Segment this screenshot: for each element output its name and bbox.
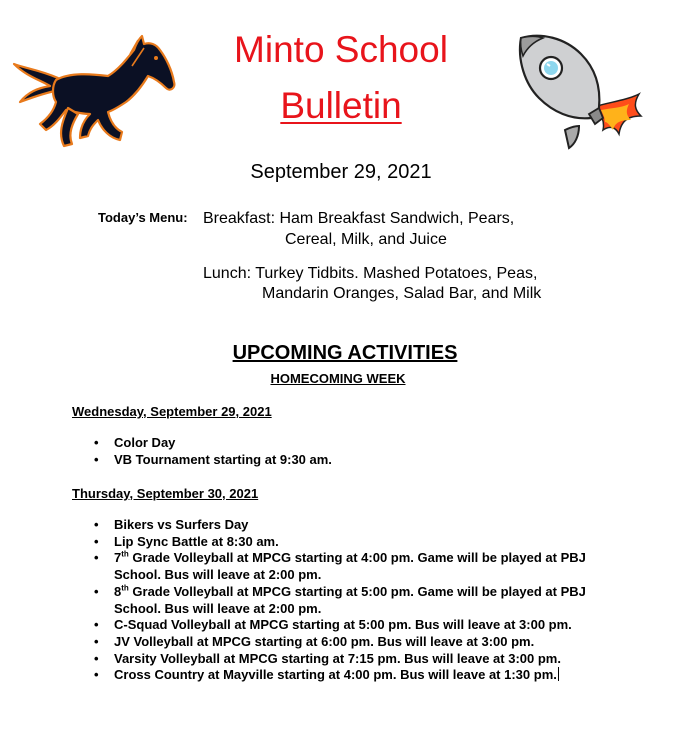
item-text: Grade Volleyball at MPCG starting at 4:00 pm. Game will be played at PBJ School. Bus will leave at 2:00 pm. xyxy=(114,550,586,583)
list-item: • Color Day xyxy=(96,435,626,452)
subtitle-text: Bulletin xyxy=(280,85,402,126)
item-text: Grade Volleyball at MPCG starting at 5:00 pm. Game will be played at PBJ School. Bus will leave at 2:00 pm. xyxy=(114,583,586,616)
bulletin-date: September 29, 2021 xyxy=(250,161,432,183)
grade-ordinal: 7 xyxy=(114,550,122,566)
page-title: Minto School xyxy=(234,29,448,70)
list-item: • JV Volleyball at MPCG starting at 6:00 pm. Bus will leave at 3:00 pm. xyxy=(96,634,626,651)
wednesday-list xyxy=(96,435,626,468)
menu-label: Today’s Menu: xyxy=(98,210,188,225)
day-heading-wednesday: Wednesday, September 29, 2021 xyxy=(72,404,272,419)
list-item: • Varsity Volleyball at MPCG starting at 7:15 pm. Bus will leave at 3:00 pm. xyxy=(96,651,626,668)
list-item: • Lip Sync Battle at 8:30 am. xyxy=(96,534,626,551)
list-item: • C-Squad Volleyball at MPCG starting at 5:00 pm. Bus will leave at 3:00 pm. xyxy=(96,617,626,634)
page-subtitle xyxy=(0,84,682,128)
grade-ordinal: 8 xyxy=(114,583,122,599)
thursday-list xyxy=(96,517,626,684)
day-heading-thursday: Thursday, September 30, 2021 xyxy=(72,486,259,501)
text-cursor xyxy=(558,667,559,681)
ordinal-suffix: th xyxy=(121,583,129,593)
list-item-8th-grade xyxy=(96,584,626,617)
list-item-7th-grade xyxy=(96,550,626,583)
homecoming-week-heading: HOMECOMING WEEK xyxy=(270,371,406,386)
list-item: • VB Tournament starting at 9:30 am. xyxy=(96,452,626,469)
activities-heading: UPCOMING ACTIVITIES xyxy=(232,342,458,364)
list-item: • Bikers vs Surfers Day xyxy=(96,517,626,534)
item-text: Cross Country at Mayville starting at 4:00 pm. Bus will leave at 1:30 pm. xyxy=(114,667,557,683)
lunch-line-2: Mandarin Oranges, Salad Bar, and Milk xyxy=(262,285,542,302)
list-item-last xyxy=(96,667,626,684)
breakfast-line-1: Breakfast: Ham Breakfast Sandwich, Pears, xyxy=(203,210,515,227)
breakfast-line-2: Cereal, Milk, and Juice xyxy=(285,231,447,248)
ordinal-suffix: th xyxy=(121,550,129,560)
lunch-line-1: Lunch: Turkey Tidbits. Mashed Potatoes, Peas, xyxy=(203,265,538,282)
